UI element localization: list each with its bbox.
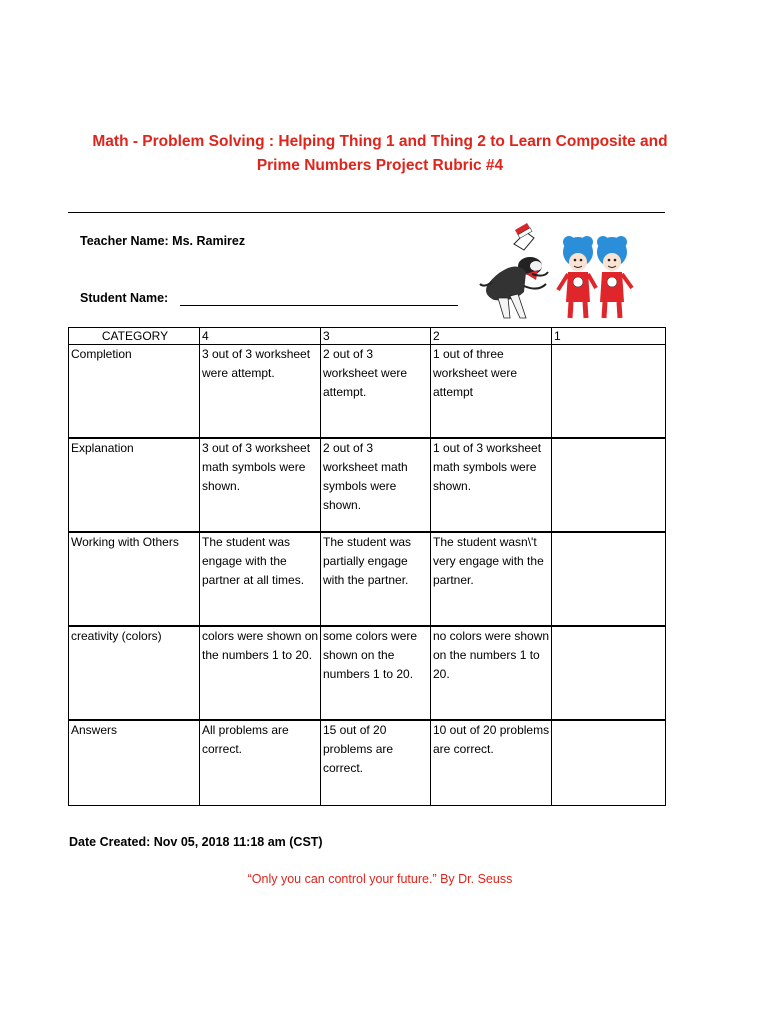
date-created: Date Created: Nov 05, 2018 11:18 am (CST) [69,835,323,849]
category-cell: Explanation [69,438,200,532]
cat-in-the-hat-thing-1-thing-2-illustration [474,222,644,322]
score-3-cell: The student was partially engage with the partner. [321,532,431,626]
cat-figure [480,223,548,318]
table-row [69,626,666,720]
column-header-3: 3 [321,328,431,345]
score-4-cell: All problems are correct. [200,720,321,806]
column-header-4: 4 [200,328,321,345]
table-row [69,532,666,626]
title-line-2: Prime Numbers Project Rubric #4 [256,157,504,174]
score-4-cell: The student was engage with the partner at all times. [200,532,321,626]
score-3-cell: 2 out of 3 worksheet were attempt. [321,345,431,439]
score-3-cell: 15 out of 20 problems are correct. [321,720,431,806]
score-1-cell [552,345,666,439]
score-3-cell: 2 out of 3 worksheet math symbols were shown. [321,438,431,532]
student-name-blank [180,305,458,306]
seuss-quote: “Only you can control your future.” By Dr. Seuss [247,872,513,886]
thing-1-figure [558,236,596,318]
student-name-label: Student Name: [80,291,169,305]
score-2-cell: 10 out of 20 problems are correct. [431,720,552,806]
table-row [69,345,666,439]
category-cell: Working with Others [69,532,200,626]
score-2-cell: 1 out of three worksheet were attempt [431,345,552,439]
category-cell: creativity (colors) [69,626,200,720]
score-1-cell [552,720,666,806]
score-1-cell [552,532,666,626]
score-1-cell [552,438,666,532]
score-2-cell: The student wasn\'t very engage with the partner. [431,532,552,626]
thing-2-figure [597,236,632,318]
table-row [69,720,666,806]
header-divider [68,212,665,213]
column-header-1: 1 [552,328,666,345]
teacher-name: Teacher Name: Ms. Ramirez [80,234,246,248]
table-header-row [69,328,666,345]
score-4-cell: colors were shown on the numbers 1 to 20. [200,626,321,720]
category-cell: Answers [69,720,200,806]
score-4-cell: 3 out of 3 worksheet math symbols were shown. [200,438,321,532]
score-4-cell: 3 out of 3 worksheet were attempt. [200,345,321,439]
score-3-cell: some colors were shown on the numbers 1 to 20. [321,626,431,720]
score-1-cell [552,626,666,720]
column-header-category: CATEGORY [69,328,200,345]
column-header-2: 2 [431,328,552,345]
score-2-cell: no colors were shown on the numbers 1 to 20. [431,626,552,720]
rubric-title [60,130,700,178]
table-row [69,438,666,532]
category-cell: Completion [69,345,200,439]
title-line-1: Math - Problem Solving : Helping Thing 1 and Thing 2 to Learn Composite and [92,133,668,150]
score-2-cell: 1 out of 3 worksheet math symbols were shown. [431,438,552,532]
rubric-table [68,327,666,806]
